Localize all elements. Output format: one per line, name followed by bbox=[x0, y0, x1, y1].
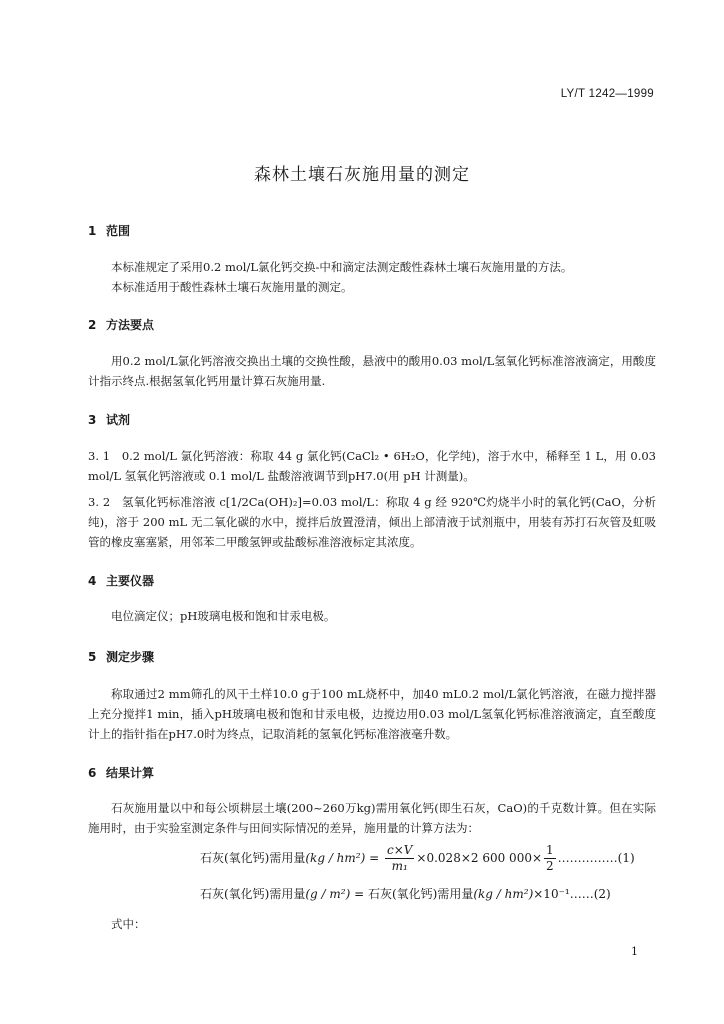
formula-rhs: 石灰(氧化钙)需用量 bbox=[367, 887, 474, 901]
section-number: 3 bbox=[88, 413, 97, 427]
formula-dots: ……(2) bbox=[569, 887, 611, 901]
paragraph: 石灰施用量以中和每公顷耕层土壤(200~260万kg)需用氧化钙(即生石灰，CaO)的千克数计算。但在实际施用时，由于实验室测定条件与田间实际情况的差异，施用量的计算方法为： bbox=[88, 801, 656, 835]
paragraph: 电位滴定仪；pH玻璃电极和饱和甘汞电极。 bbox=[111, 609, 336, 623]
document-title: 森林土壤石灰施用量的测定 bbox=[254, 165, 470, 185]
fraction bbox=[385, 843, 414, 874]
formula-equals: = bbox=[365, 851, 383, 865]
section-title: 方法要点 bbox=[106, 318, 155, 332]
page-number: 1 bbox=[631, 945, 638, 958]
section-number: 6 bbox=[88, 766, 97, 780]
section-title: 测定步骤 bbox=[106, 650, 155, 664]
section-title: 范围 bbox=[106, 224, 131, 238]
formula-unit: (kg / hm²) bbox=[305, 851, 366, 865]
section-title: 主要仪器 bbox=[106, 574, 155, 588]
fraction-denominator: 2 bbox=[546, 859, 554, 873]
section-number: 1 bbox=[88, 224, 97, 238]
formula-unit-2: (kg / hm²) bbox=[473, 887, 534, 901]
section-heading-6 bbox=[88, 764, 154, 781]
section-heading-1 bbox=[88, 222, 130, 239]
paragraph: 本标准适用于酸性森林土壤石灰施用量的测定。 bbox=[111, 280, 353, 294]
formula-middle: ×0.028×2 600 000× bbox=[416, 851, 543, 865]
section-heading-2 bbox=[88, 316, 154, 333]
formula-equals: = bbox=[350, 887, 368, 901]
section-heading-5 bbox=[88, 648, 154, 665]
formula-tail: ×10⁻¹ bbox=[533, 887, 570, 901]
section-number: 5 bbox=[88, 650, 97, 664]
clause-3-2: 3. 2 氢氧化钙标准溶液 c[1/2Ca(OH)₂]=0.03 mol/L：称取 4 g 经 920℃灼烧半小时的氧化钙(CaO，分析纯)，溶于 200 mL 无二氧化碳的水中，搅拌后放置澄清，倾出上部清液于试剂瓶中，用装有苏打石灰管及虹吸管的橡皮塞塞紧，用邻苯二甲酸氢钾或盐酸标准溶液标定其浓度。 bbox=[88, 495, 656, 549]
formula-2 bbox=[200, 885, 611, 902]
paragraph: 本标准规定了采用0.2 mol/L氯化钙交换-中和滴定法测定酸性森林土壤石灰施用量的方法。 bbox=[111, 260, 573, 274]
section-heading-3 bbox=[88, 411, 130, 428]
formula-unit: (g / m²) bbox=[305, 887, 351, 901]
section-heading-4 bbox=[88, 572, 154, 589]
paragraph: 用0.2 mol/L氯化钙溶液交换出土壤的交换性酸，悬液中的酸用0.03 mol/L氢氧化钙标准溶液滴定，用酸度计指示终点.根据氢氧化钙用量计算石灰施用量. bbox=[88, 354, 656, 388]
formula-dots: ……………(1) bbox=[557, 851, 635, 865]
fraction-numerator: c×V bbox=[386, 843, 413, 857]
fraction-denominator: m₁ bbox=[391, 859, 408, 873]
formula-lhs: 石灰(氧化钙)需用量 bbox=[200, 851, 306, 865]
section-title: 结果计算 bbox=[106, 766, 155, 780]
fraction-half bbox=[544, 843, 556, 874]
section-title: 试剂 bbox=[106, 413, 131, 427]
section-number: 4 bbox=[88, 574, 97, 588]
section-number: 2 bbox=[88, 318, 97, 332]
standard-number: LY/T 1242—1999 bbox=[560, 88, 654, 100]
clause-3-1: 3. 1 0.2 mol/L 氯化钙溶液：称取 44 g 氯化钙(CaCl₂ • 6H₂O，化学纯)，溶于水中，稀释至 1 L，用 0.03 mol/L 氢氧化钙溶液或 0.1 mol/L 盐酸溶液调节到pH7.0(用 pH 计测量)。 bbox=[88, 449, 656, 483]
formula-lhs: 石灰(氧化钙)需用量 bbox=[200, 887, 306, 901]
where-label: 式中： bbox=[111, 917, 146, 931]
paragraph: 称取通过2 mm筛孔的风干土样10.0 g于100 mL烧杯中，加40 mL0.2 mol/L氯化钙溶液，在磁力搅拌器上充分搅拌1 min，插入pH玻璃电极和饱和甘汞电极，边搅边用0.03 mol/L氢氧化钙标准溶液滴定，直至酸度计上的指针指在pH7.0时为终点，记取消耗的氢氧化钙标准溶液毫升数。 bbox=[88, 687, 656, 741]
fraction-numerator: 1 bbox=[546, 843, 554, 857]
formula-1 bbox=[200, 843, 635, 874]
